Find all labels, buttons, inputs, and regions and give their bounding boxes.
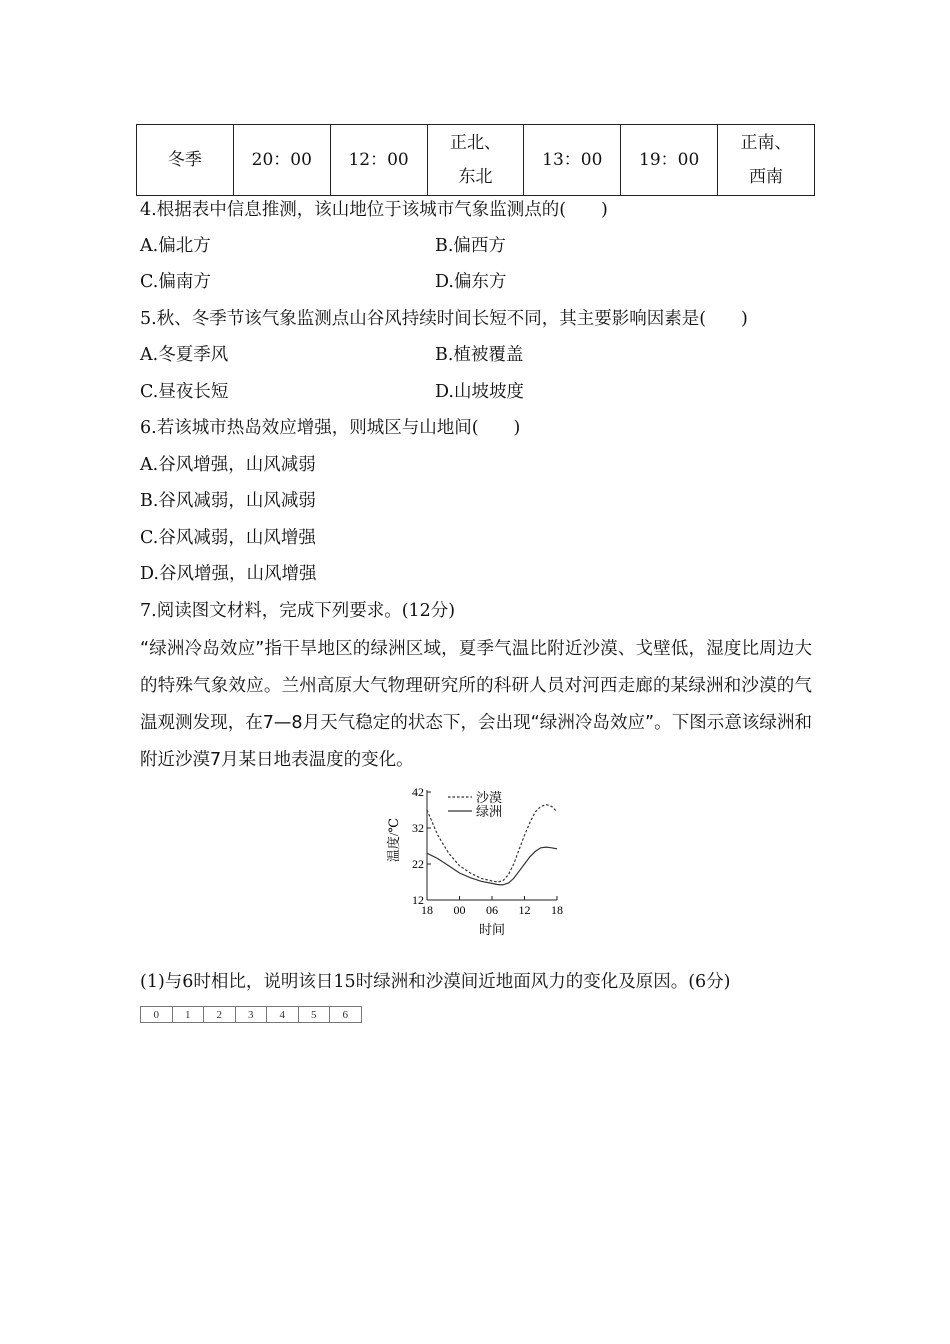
score-cell[interactable]: 5 bbox=[299, 1007, 331, 1022]
table-cell: 12：00 bbox=[330, 125, 427, 196]
question-6-option-c[interactable]: C.谷风减弱，山风增强 bbox=[140, 528, 316, 548]
question-5-option-b[interactable]: B.植被覆盖 bbox=[435, 345, 524, 365]
question-6-option-b[interactable]: B.谷风减弱，山风减弱 bbox=[140, 491, 316, 511]
y-tick-label: 32 bbox=[412, 821, 424, 835]
question-5-option-c[interactable]: C.昼夜长短 bbox=[140, 382, 229, 402]
legend-label: 绿洲 bbox=[476, 804, 503, 819]
table-cell: 19：00 bbox=[621, 125, 718, 196]
score-cell[interactable]: 6 bbox=[342, 1009, 348, 1021]
x-tick-label: 12 bbox=[518, 903, 531, 917]
question-6-option-d[interactable]: D.谷风增强，山风增强 bbox=[140, 564, 317, 584]
question-5-option-a[interactable]: A.冬夏季风 bbox=[140, 345, 229, 365]
question-6-option-a[interactable]: A.谷风增强，山风减弱 bbox=[140, 455, 316, 475]
question-6-stem: 6.若该城市热岛效应增强，则城区与山地间( ) bbox=[140, 418, 521, 438]
chart-y-axis-label: 温度/℃ bbox=[386, 817, 401, 863]
chart-legend bbox=[448, 790, 502, 819]
question-4-option-d[interactable]: D.偏东方 bbox=[435, 272, 507, 292]
x-tick-label: 18 bbox=[421, 903, 433, 917]
table-cell-line: 东北 bbox=[458, 167, 493, 187]
question-4-option-b[interactable]: B.偏西方 bbox=[435, 236, 506, 256]
series-line-绿洲 bbox=[427, 847, 557, 885]
table-cell-line: 西南 bbox=[749, 167, 784, 187]
x-tick-label: 18 bbox=[551, 903, 563, 917]
question-4-stem: 4.根据表中信息推测，该山地位于该城市气象监测点的( ) bbox=[140, 200, 608, 220]
chart-x-axis-label: 时间 bbox=[478, 922, 506, 937]
question-7-sub-1: (1)与6时相比，说明该日15时绿洲和沙漠间近地面风力的变化及原因。(6分) bbox=[140, 972, 731, 992]
question-7-material: “绿洲冷岛效应”指干旱地区的绿洲区域，夏季气温比附近沙漠、戈壁低，湿度比周边大的特殊气象效应。兰州高原大气物理研究所的科研人员对河西走廊的某绿洲和沙漠的气温观测发现，在7—8月天气稳定的状态下，会出现“绿洲冷岛效应”。下图示意该绿洲和附近沙漠7月某日地表温度的变化。 bbox=[140, 639, 812, 770]
table-cell: 13：00 bbox=[524, 125, 621, 196]
table-cell bbox=[427, 125, 524, 196]
question-4-option-c[interactable]: C.偏南方 bbox=[140, 272, 211, 292]
legend-label: 沙漠 bbox=[476, 790, 503, 805]
y-tick-label: 12 bbox=[412, 893, 424, 907]
y-tick-label: 22 bbox=[412, 857, 424, 871]
table-cell-line: 正南、 bbox=[740, 133, 792, 153]
score-cell[interactable]: 0 bbox=[141, 1007, 173, 1022]
score-scale bbox=[140, 1006, 362, 1023]
question-7-stem: 7.阅读图文材料，完成下列要求。(12分) bbox=[140, 601, 456, 621]
score-cell[interactable]: 3 bbox=[236, 1007, 268, 1022]
table-row bbox=[137, 125, 815, 196]
question-5-stem: 5.秋、冬季节该气象监测点山谷风持续时间长短不同，其主要影响因素是( ) bbox=[140, 309, 748, 329]
x-tick-label: 00 bbox=[453, 903, 466, 917]
table-cell: 20：00 bbox=[233, 125, 330, 196]
score-cell[interactable]: 1 bbox=[173, 1007, 205, 1022]
table-cell: 冬季 bbox=[137, 125, 234, 196]
table-cell-line: 正北、 bbox=[449, 133, 501, 153]
score-cell[interactable]: 2 bbox=[204, 1007, 236, 1022]
y-tick-label: 42 bbox=[412, 785, 424, 799]
wind-table bbox=[136, 124, 815, 196]
x-tick-label: 06 bbox=[486, 903, 498, 917]
table-cell bbox=[718, 125, 815, 196]
question-5-option-d[interactable]: D.山坡坡度 bbox=[435, 382, 524, 402]
temperature-chart bbox=[380, 782, 570, 942]
score-cell[interactable]: 4 bbox=[267, 1007, 299, 1022]
question-4-option-a[interactable]: A.偏北方 bbox=[140, 236, 211, 256]
